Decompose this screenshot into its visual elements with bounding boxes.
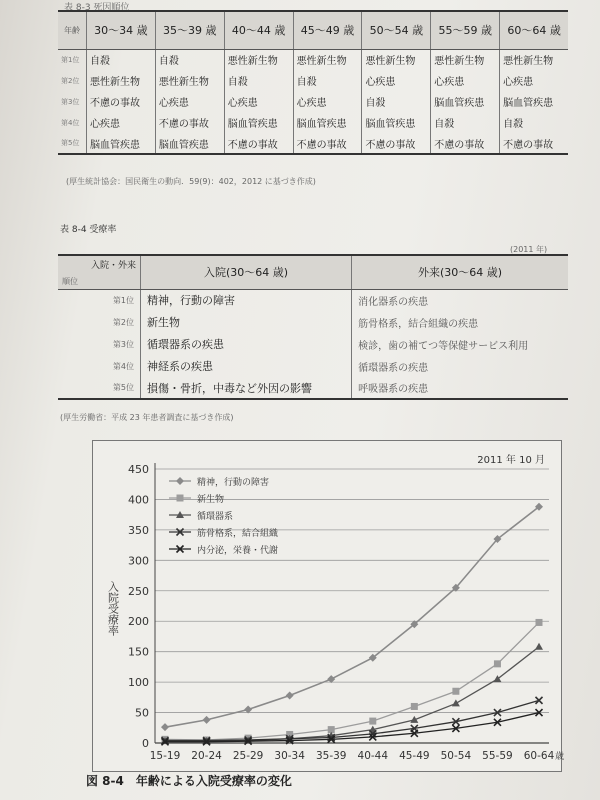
data-point — [203, 716, 211, 724]
table2-rank-cell: 第5位 — [58, 377, 141, 399]
table1-col-2: 40～44 歳 — [224, 11, 293, 49]
table1-cell: 自殺 — [224, 70, 293, 91]
table1-cell: 悪性新生物 — [503, 56, 554, 68]
data-point — [369, 718, 376, 725]
y-tick-label: 150 — [128, 645, 149, 659]
table2-row — [58, 289, 568, 311]
table2-header-row — [58, 255, 568, 289]
table1-cell: 不慮の事故 — [87, 91, 156, 112]
table2-out-cell: 循環器系の疾患 — [358, 362, 429, 374]
table2-rank-cell: 第4位 — [58, 355, 141, 377]
table1-cell: 心疾患 — [293, 91, 362, 112]
y-tick-label: 100 — [128, 676, 149, 690]
legend-label: 筋骨格系，結合組織 — [197, 529, 279, 539]
y-tick-label: 350 — [128, 523, 149, 537]
figure-caption: 図 8-4 年齢による入院受療率の変化 — [86, 774, 292, 788]
x-tick-label: 20-24 — [191, 750, 222, 762]
table2-year-note: (2011 年) — [510, 245, 548, 254]
table2-title: 表 8-4 受療率 — [60, 225, 117, 235]
table1-cell: 悪性新生物 — [431, 49, 500, 70]
data-point — [411, 703, 418, 710]
table2-row — [58, 311, 568, 333]
table2-source: (厚生労働省：平成 23 年患者調査に基づき作成) — [60, 413, 234, 422]
legend-label: 新生物 — [197, 495, 225, 505]
series-line — [165, 647, 539, 741]
table1-cell: 心疾患 — [155, 91, 224, 112]
table1-cell: 悪性新生物 — [362, 49, 431, 70]
table1-corner: 年齢 — [58, 11, 87, 49]
inpatient-rate-chart — [93, 441, 565, 771]
table1-col-3: 45～49 歳 — [293, 11, 362, 49]
y-axis-label: 入院受療率 — [106, 581, 120, 636]
series-line — [165, 507, 539, 727]
table2-corner-bottom: 順位 — [62, 276, 78, 286]
x-tick-label: 30-34 — [274, 750, 305, 762]
table1-cell: 悪性新生物 — [87, 70, 156, 91]
table2-in-cell: 新生物 — [141, 311, 352, 333]
data-point — [536, 697, 543, 704]
table1-cell: 自殺 — [293, 70, 362, 91]
x-tick-label: 55-59 — [482, 750, 513, 762]
data-point — [177, 495, 184, 502]
table2-col-in: 入院(30～64 歳) — [141, 255, 352, 289]
table2-in-cell: 精神，行動の障害 — [141, 289, 352, 311]
table1-row — [58, 133, 568, 154]
table1-row — [58, 91, 568, 112]
table2-rank-cell: 第3位 — [58, 333, 141, 355]
table2-out-cell: 消化器系の疾患 — [358, 296, 429, 308]
table1-cell: 不慮の事故 — [362, 133, 431, 154]
table1-year-note: (2010 年) — [510, 41, 548, 50]
data-point — [494, 660, 501, 667]
table1-cell: 脳血管疾患 — [362, 112, 431, 133]
data-point — [536, 619, 543, 626]
table1-cell: 脳血管疾患 — [503, 98, 554, 109]
y-tick-label: 200 — [128, 615, 149, 629]
data-point — [286, 692, 294, 700]
table1-rank: 第4位 — [58, 112, 87, 133]
table1-row — [58, 112, 568, 133]
x-tick-label: 15-19 — [149, 750, 181, 762]
table2-in-cell: 損傷・骨折，中毒など外因の影響 — [141, 377, 352, 399]
table1-row — [58, 49, 568, 70]
data-point — [535, 643, 543, 650]
table2-row — [58, 355, 568, 377]
series-line — [165, 622, 539, 740]
table1-cell: 心疾患 — [224, 91, 293, 112]
legend-label: 内分泌，栄養・代謝 — [197, 546, 279, 556]
x-tick-label: 25-29 — [232, 750, 264, 762]
table1-cell: 脳血管疾患 — [431, 91, 500, 112]
y-tick-label: 300 — [128, 554, 149, 568]
legend-label: 精神，行動の障害 — [197, 478, 270, 488]
data-point — [452, 699, 460, 706]
table1-cell: 自殺 — [503, 119, 524, 130]
table2-in-cell: 神経系の疾患 — [141, 355, 352, 377]
x-tick-label: 60-64 — [523, 750, 555, 762]
y-tick-label: 450 — [128, 463, 149, 476]
y-tick-label: 400 — [128, 493, 149, 507]
table2-out-cell: 検診，歯の補てつ等保健サービス利用 — [358, 340, 529, 352]
x-tick-label: 35-39 — [315, 750, 347, 762]
consultation-rate-table — [58, 254, 568, 400]
table1-cell: 自殺 — [87, 49, 156, 70]
y-tick-label: 50 — [135, 706, 149, 720]
table1-rank: 第5位 — [58, 133, 87, 154]
table1-cell: 自殺 — [155, 49, 224, 70]
table1-col-0: 30～34 歳 — [87, 11, 156, 49]
table1-title: 表 8-3 死因順位 — [64, 3, 130, 13]
table1-source: (厚生統計協会：国民衛生の動向．59(9)：402，2012 に基づき作成) — [66, 177, 316, 186]
table1-col-1: 35～39 歳 — [155, 11, 224, 49]
x-tick-label: 45-49 — [399, 750, 430, 762]
table2-corner-top: 入院・外来 — [90, 261, 136, 271]
table1-rank: 第1位 — [58, 49, 87, 70]
table1-cell: 心疾患 — [87, 112, 156, 133]
death-cause-table — [58, 10, 568, 155]
table2-col-out: 外来(30～64 歳) — [352, 255, 568, 289]
table1-cell: 悪性新生物 — [293, 49, 362, 70]
table1-rank: 第2位 — [58, 70, 87, 91]
table1-cell: 不慮の事故 — [224, 133, 293, 154]
table1-col-4: 50～54 歳 — [362, 11, 431, 49]
table1-cell: 自殺 — [431, 112, 500, 133]
table1-cell: 自殺 — [362, 91, 431, 112]
data-point — [452, 688, 459, 695]
chart-frame — [92, 440, 565, 772]
table1-col-5: 55～59 歳 — [431, 11, 500, 49]
table2-out-cell: 筋骨格系，結合組織の疾患 — [358, 318, 479, 330]
table1-cell: 悪性新生物 — [155, 70, 224, 91]
table1-cell: 脳血管疾患 — [293, 112, 362, 133]
table1-col-6: 60～64 歳 — [500, 11, 568, 49]
x-axis-label: 歳 — [555, 752, 565, 762]
table1-cell: 脳血管疾患 — [155, 133, 224, 154]
table1-rank: 第3位 — [58, 91, 87, 112]
series-line — [165, 700, 539, 740]
table2-row — [58, 377, 568, 399]
table2-rank-cell: 第2位 — [58, 311, 141, 333]
table1-cell: 心疾患 — [431, 70, 500, 91]
table1-row — [58, 70, 568, 91]
data-point — [176, 477, 184, 485]
table1-cell: 不慮の事故 — [500, 133, 568, 154]
data-point — [161, 723, 169, 731]
y-tick-label: 0 — [142, 737, 149, 750]
table1-header-row — [58, 11, 568, 49]
legend-label: 循環器系 — [197, 512, 234, 522]
table1-cell: 脳血管疾患 — [87, 133, 156, 154]
chart-date-note: 2011 年 10 月 — [477, 455, 545, 466]
table1-cell: 不慮の事故 — [431, 133, 500, 154]
table1-cell: 悪性新生物 — [224, 49, 293, 70]
table1-cell: 心疾患 — [362, 70, 431, 91]
table1-cell: 不慮の事故 — [293, 133, 362, 154]
table2-rank-cell: 第1位 — [58, 289, 141, 311]
table2-out-cell: 呼吸器系の疾患 — [352, 377, 568, 399]
table2-corner — [58, 255, 141, 289]
x-tick-label: 50-54 — [440, 750, 472, 762]
x-tick-label: 40-44 — [357, 750, 389, 762]
table1-cell: 心疾患 — [503, 77, 534, 88]
table1-cell: 不慮の事故 — [155, 112, 224, 133]
table2-row — [58, 333, 568, 355]
y-tick-label: 250 — [128, 584, 149, 598]
table1-cell: 脳血管疾患 — [224, 112, 293, 133]
table2-in-cell: 循環器系の疾患 — [141, 333, 352, 355]
